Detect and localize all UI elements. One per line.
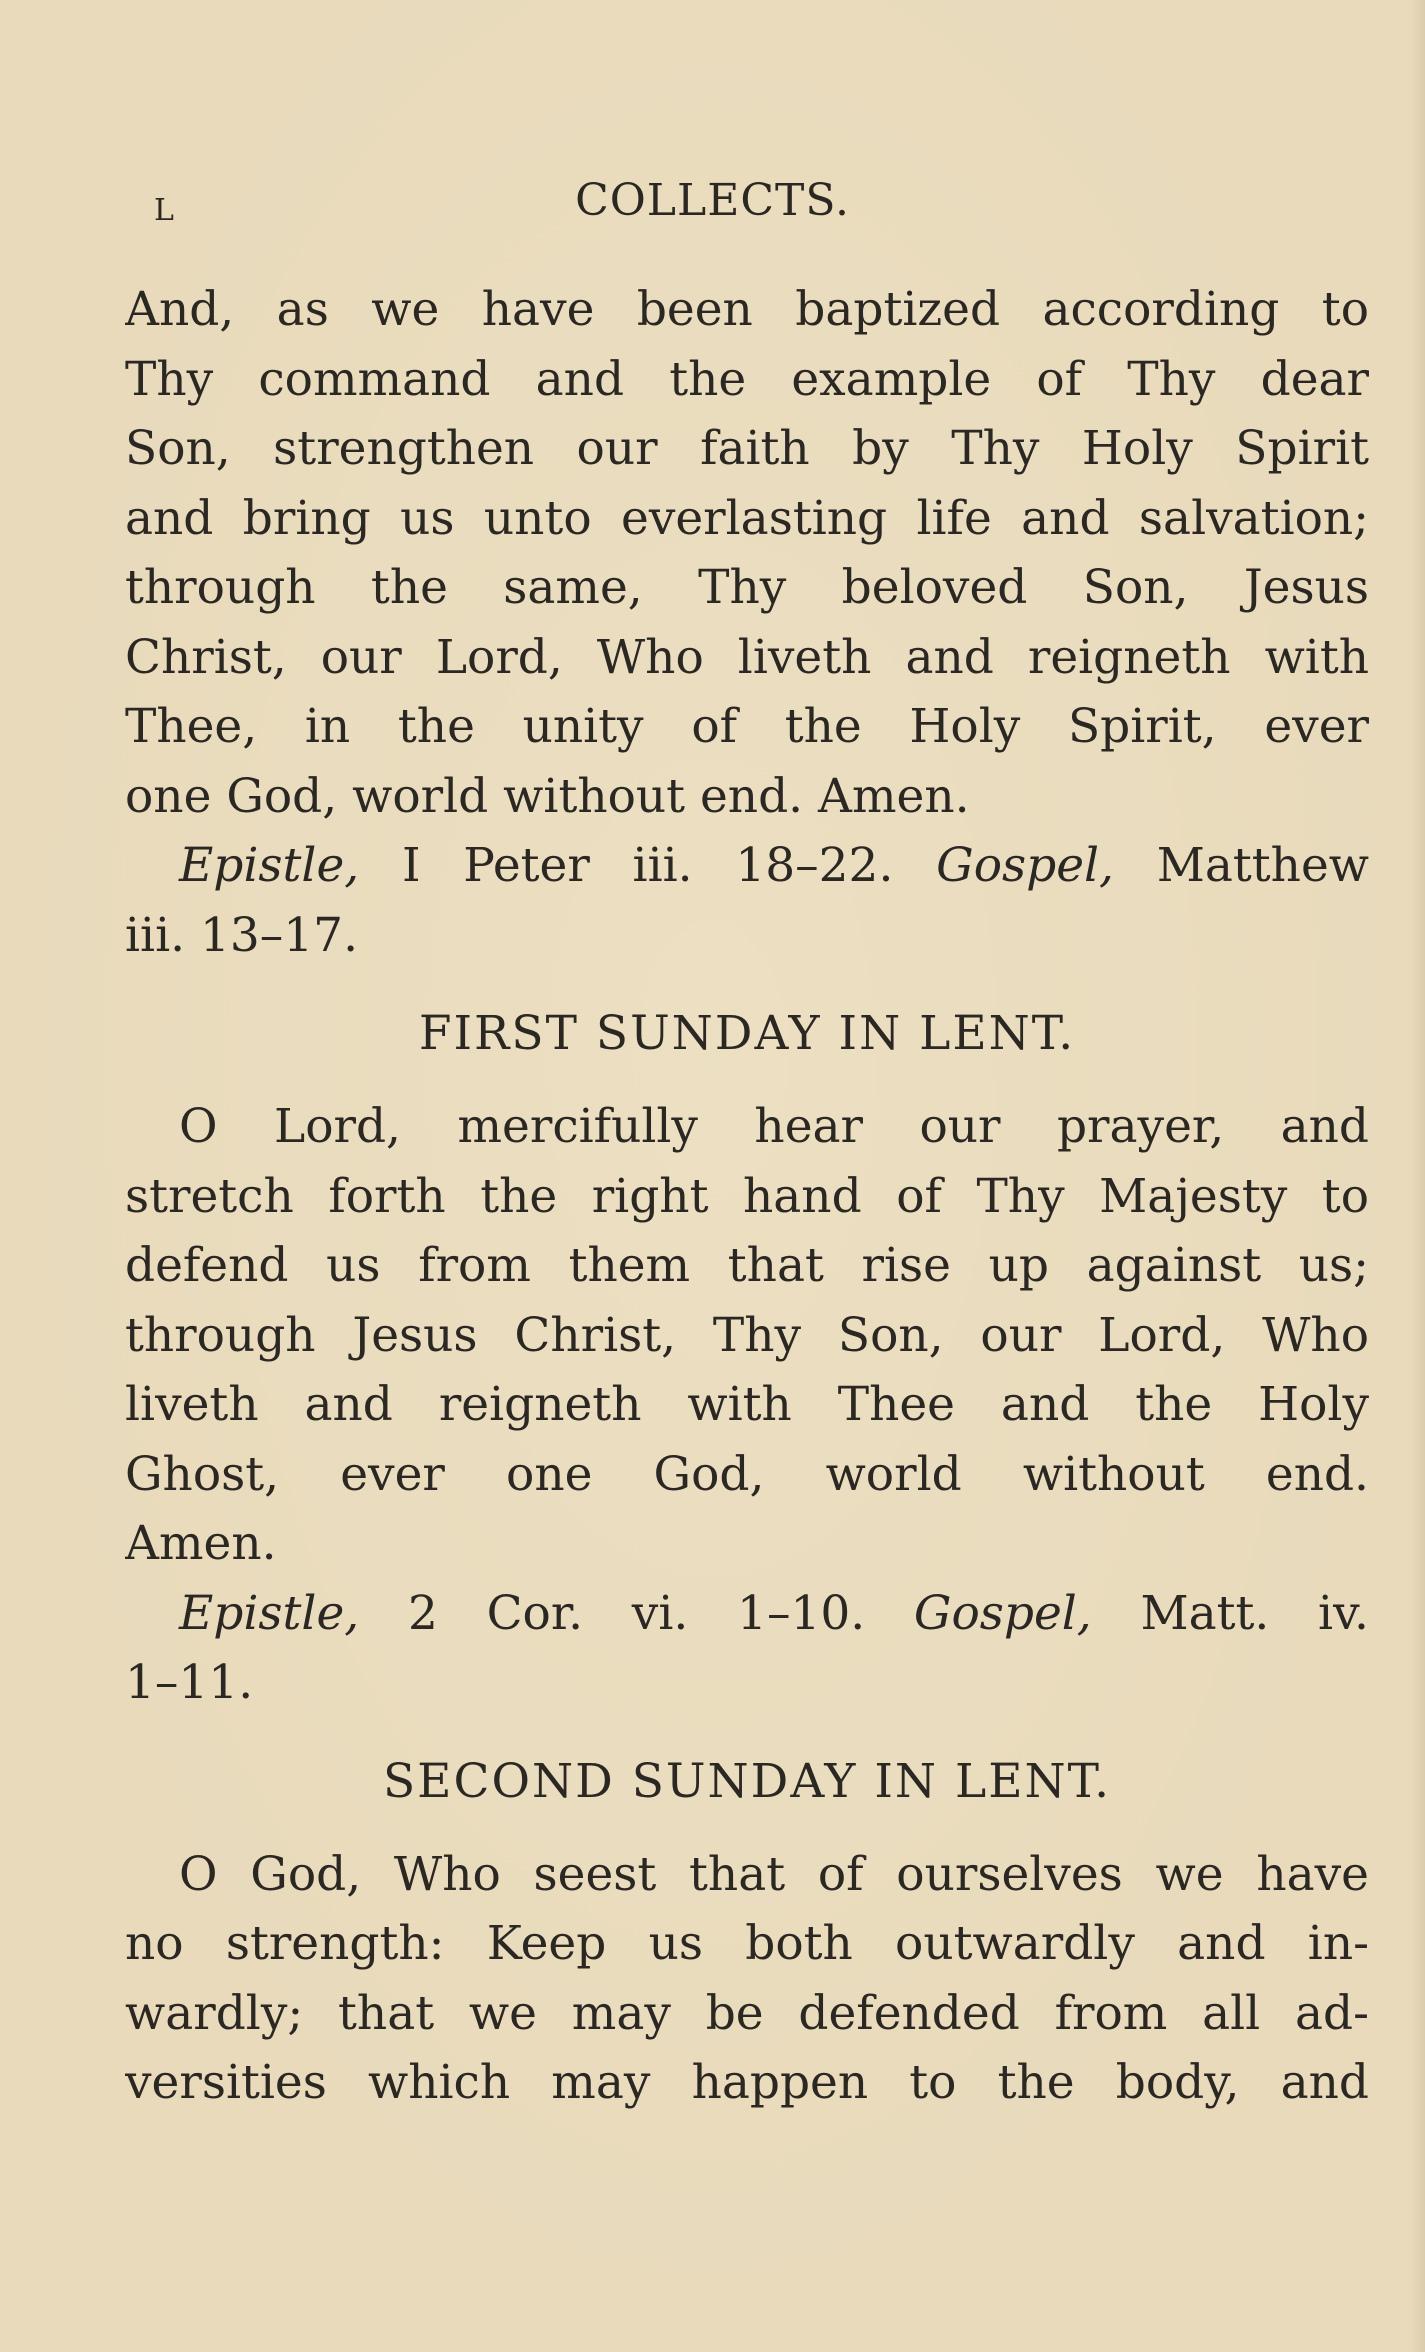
- epistle-label: Epistle,: [179, 838, 360, 893]
- text-line: Amen.: [125, 1516, 277, 1571]
- text-line: Thee, in the unity of the Holy Spirit, ever: [125, 699, 1369, 754]
- scripture-reference: [125, 1579, 1369, 1649]
- section-heading: SECOND SUNDAY IN LENT.: [382, 1753, 1112, 1809]
- text-line: liveth and reigneth with Thee and the Holy: [125, 1377, 1369, 1432]
- gospel-citation: Matt. iv.: [1091, 1585, 1369, 1641]
- epistle-citation: 2 Cor. vi. 1–10.: [359, 1585, 914, 1641]
- text-line: and bring us unto everlasting life and salvation;: [125, 490, 1369, 546]
- running-title: COLLECTS.: [575, 175, 850, 226]
- text-line: through the same, Thy beloved Son, Jesus: [125, 560, 1369, 615]
- page-edge-shadow: [1411, 0, 1425, 2352]
- text-line: wardly; that we may be defended from all ad-: [125, 1985, 1369, 2041]
- text-line: defend us from them that rise up against us;: [125, 1238, 1369, 1293]
- gospel-label: Gospel,: [936, 838, 1114, 893]
- text-line: versities which may happen to the body, and: [125, 2055, 1369, 2110]
- scripture-reference-continuation: iii. 13–17.: [125, 907, 359, 963]
- text-line: through Jesus Christ, Thy Son, our Lord, Who: [125, 1307, 1369, 1363]
- epistle-citation: I Peter iii. 18–22.: [359, 838, 937, 893]
- gospel-citation: Matthew: [1114, 838, 1369, 893]
- text-line: one God, world without end. Amen.: [125, 768, 970, 824]
- text-line: O God, Who seest that of ourselves we have: [179, 1846, 1369, 1902]
- page-header: [0, 175, 1425, 235]
- text-line: no strength: Keep us both outwardly and in-: [125, 1916, 1369, 1971]
- text-line: O Lord, mercifully hear our prayer, and: [179, 1099, 1369, 1154]
- text-line: And, as we have been baptized according to: [125, 282, 1369, 337]
- scripture-reference: [125, 831, 1369, 901]
- page-folio: L: [154, 193, 175, 228]
- text-line: Christ, our Lord, Who liveth and reigneth with: [125, 629, 1369, 685]
- text-line: stretch forth the right hand of Thy Majesty to: [125, 1168, 1369, 1224]
- scripture-reference-continuation: 1–11.: [125, 1655, 254, 1710]
- text-line: Thy command and the example of Thy dear: [125, 351, 1369, 407]
- text-line: Ghost, ever one God, world without end.: [125, 1446, 1369, 1502]
- gospel-label: Gospel,: [913, 1585, 1092, 1641]
- epistle-label: Epistle,: [179, 1585, 360, 1641]
- section-heading: FIRST SUNDAY IN LENT.: [418, 1006, 1076, 1061]
- text-line: Son, strengthen our faith by Thy Holy Spirit: [125, 421, 1369, 476]
- page-body: [125, 275, 1369, 2118]
